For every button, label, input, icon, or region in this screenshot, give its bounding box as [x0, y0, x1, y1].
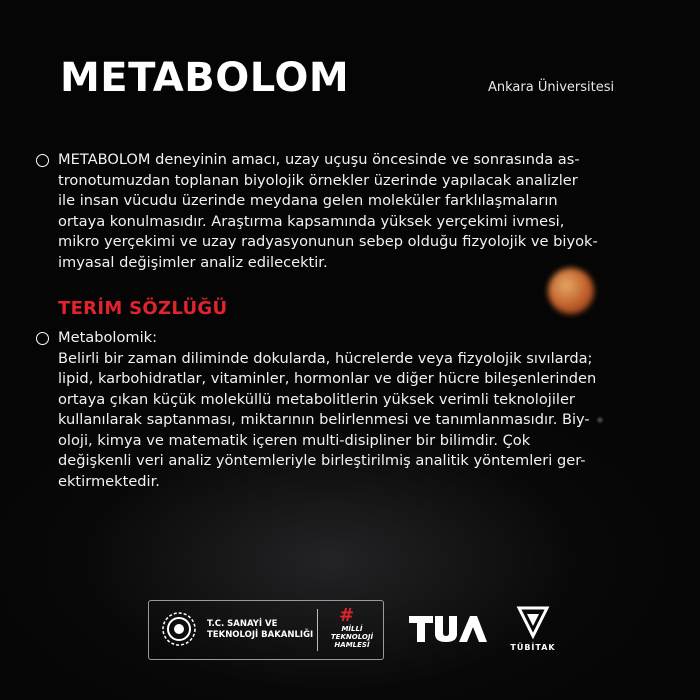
intro-line: METABOLOM deneyinin amacı, uzay uçuşu öncesinde ve sonrasında as- — [58, 151, 580, 168]
tua-logo — [407, 612, 487, 646]
ministry-line: T.C. SANAYİ VE — [207, 619, 278, 629]
circle-bullet-icon — [36, 154, 49, 167]
glossary-paragraph — [36, 328, 652, 492]
intro-line: imyasal değişimler analiz edilecektir. — [58, 253, 328, 271]
glossary-line: Belirli bir zaman diliminde dokularda, hücrelerde veya fizyolojik sıvılarda; — [58, 349, 593, 367]
ministry-line: TEKNOLOJİ BAKANLIĞI — [207, 630, 314, 640]
milli-line: MİLLİ — [341, 625, 363, 633]
logo-divider — [317, 609, 318, 651]
intro-line: tronotumuzdan toplanan biyolojik örnekler üzerinde yapılacak analizler — [58, 171, 578, 189]
intro-line: ortaya konulmasıdır. Araştırma kapsamında yüksek yerçekimi ivmesi, — [58, 212, 565, 230]
glossary-line: ektirmektedir. — [58, 472, 160, 490]
page-title: METABOLOM — [60, 55, 350, 101]
ministry-gear-icon — [161, 611, 197, 647]
tubitak-logo-icon — [515, 604, 551, 640]
intro-paragraph — [36, 150, 652, 273]
hashtag-icon: # — [339, 605, 355, 626]
glossary-term: Metabolomik: — [58, 329, 158, 346]
glossary-line: ortaya çıkan küçük moleküllü metabolitlerin yüksek verimli teknolojiler — [58, 390, 575, 408]
planet-decoration — [548, 268, 594, 314]
milli-teknoloji-text — [327, 625, 377, 649]
glossary-title: TERİM SÖZLÜĞÜ — [58, 298, 228, 319]
glossary-line: kullanılarak saptanması, miktarının belirlenmesi ve tanımlanmasıdır. Biy- — [58, 411, 590, 428]
glossary-text — [58, 328, 652, 492]
circle-bullet-icon — [36, 332, 49, 345]
ministry-logo-box — [148, 600, 384, 660]
glossary-line: lipid, karbohidratlar, vitaminler, hormonlar ve diğer hücre bileşenlerinden — [58, 370, 597, 387]
milli-line: TEKNOLOJİ — [330, 633, 374, 641]
institution-name: Ankara Üniversitesi — [488, 80, 615, 95]
ministry-name — [207, 619, 313, 641]
glossary-line: değişkenli veri analiz yöntemleriyle birleştirilmiş analitik yöntemleri ger- — [58, 452, 586, 469]
milli-line: HAMLESİ — [334, 641, 370, 649]
glossary-line: oloji, kimya ve matematik içeren multi-disipliner bir bilimdir. Çok — [58, 431, 531, 449]
intro-text — [58, 150, 652, 273]
tubitak-label: TÜBİTAK — [510, 643, 556, 652]
intro-line: ile insan vücudu üzerinde meydana gelen moleküler farklılaşmaların — [58, 192, 558, 209]
intro-line: mikro yerçekimi ve uzay radyasyonunun sebep olduğu fizyolojik ve biyok- — [58, 233, 598, 250]
milli-teknoloji-logo — [327, 605, 377, 655]
